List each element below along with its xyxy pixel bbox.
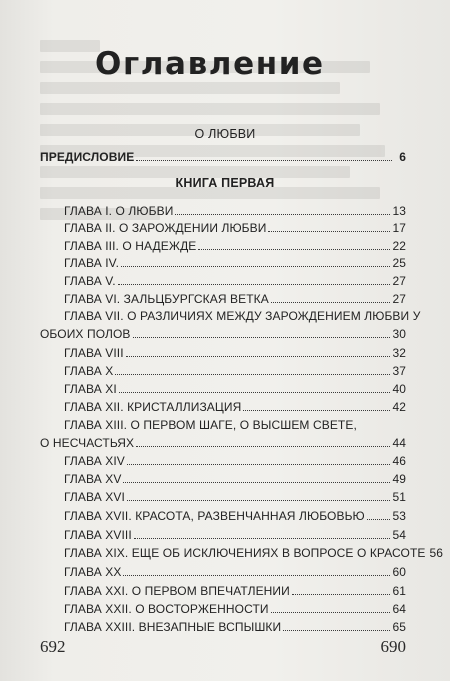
toc-entry-page: 65: [392, 620, 406, 634]
toc-entry[interactable]: [64, 221, 406, 235]
toc-entry[interactable]: [64, 472, 406, 486]
toc-entry-title-line2: О НЕСЧАСТЬЯХ: [40, 436, 135, 450]
dot-leader: [243, 409, 390, 411]
toc-entry-title: ГЛАВА VIII: [64, 346, 124, 360]
dot-leader: [367, 518, 391, 520]
dot-leader: [119, 391, 391, 393]
toc-entry[interactable]: [64, 256, 406, 270]
page-title: Оглавление: [95, 46, 325, 82]
toc-entry-title: ГЛАВА XIX. ЕЩЕ ОБ ИСКЛЮЧЕНИЯХ В ВОПРОСЕ О КРАСОТЕ: [64, 546, 426, 560]
dot-leader: [175, 213, 390, 215]
toc-entry[interactable]: [64, 528, 406, 542]
dot-leader: [123, 574, 390, 576]
toc-entry-title: ГЛАВА XXI. О ПЕРВОМ ВПЕЧАТЛЕНИИ: [64, 584, 290, 598]
toc-entry-title: ГЛАВА XXII. О ВОСТОРЖЕННОСТИ: [64, 602, 269, 616]
toc-entry[interactable]: [64, 346, 406, 360]
dot-leader: [121, 265, 390, 267]
toc-entry[interactable]: [64, 546, 444, 560]
dot-leader: [271, 301, 391, 303]
toc-entry-title: ГЛАВА IV.: [64, 256, 120, 270]
toc-entry-page: 37: [392, 364, 406, 378]
toc-entry-page: 6: [399, 150, 406, 164]
dot-leader: [127, 463, 391, 465]
toc-entry[interactable]: [64, 454, 406, 468]
part-heading: О ЛЮБВИ: [194, 127, 256, 141]
toc-entry-title: ГЛАВА VI. ЗАЛЬЦБУРГСКАЯ ВЕТКА: [64, 292, 269, 306]
toc-entry-page: 13: [392, 204, 406, 218]
toc-entry[interactable]: [64, 204, 406, 218]
toc-entry[interactable]: [64, 274, 406, 288]
toc-entry[interactable]: [40, 327, 406, 341]
dot-leader: [198, 248, 390, 250]
toc-entry[interactable]: [64, 602, 406, 616]
toc-entry-page: 56: [429, 546, 444, 560]
toc-entry-page: 44: [392, 436, 406, 450]
toc-entry-page: 46: [392, 454, 406, 468]
dot-leader: [283, 629, 390, 631]
toc-entry-title: ГЛАВА I. О ЛЮБВИ: [64, 204, 174, 218]
toc-entry-title-line2: ОБОИХ ПОЛОВ: [40, 327, 131, 341]
toc-entry[interactable]: [64, 509, 406, 523]
right-page-number: 690: [380, 637, 406, 656]
dot-leader: [134, 537, 391, 539]
toc-entry-title: ГЛАВА XVIII: [64, 528, 132, 542]
toc-entry-title: ГЛАВА XX: [64, 565, 122, 579]
toc-entry[interactable]: [64, 620, 406, 634]
toc-entry[interactable]: [64, 400, 406, 414]
toc-entry[interactable]: [64, 584, 406, 598]
toc-entry-title: ГЛАВА XVII. КРАСОТА, РАЗВЕНЧАННАЯ ЛЮБОВЬЮ: [64, 509, 365, 523]
dot-leader: [126, 355, 391, 357]
dot-leader: [271, 611, 391, 613]
toc-entry[interactable]: [64, 292, 406, 306]
toc-entry-title: ГЛАВА XIV: [64, 454, 125, 468]
toc-entry[interactable]: [64, 382, 406, 396]
toc-entry-title: ГЛАВА III. О НАДЕЖДЕ: [64, 239, 197, 253]
toc-entry-page: 30: [392, 327, 406, 341]
dot-leader: [123, 481, 390, 483]
dot-leader: [115, 373, 390, 375]
toc-entry-page: 42: [392, 400, 406, 414]
toc-entry-page: 22: [392, 239, 406, 253]
toc-entry-page: 54: [392, 528, 406, 542]
toc-entry-preface[interactable]: [40, 150, 406, 164]
toc-entry-title: ГЛАВА V.: [64, 274, 116, 288]
toc-entry-page: 17: [392, 221, 406, 235]
toc-entry-page: 40: [392, 382, 406, 396]
dot-leader: [133, 336, 391, 338]
toc-entry-page: 60: [392, 565, 406, 579]
toc-entry[interactable]: [64, 565, 406, 579]
book-heading: КНИГА ПЕРВАЯ: [175, 176, 275, 190]
dot-leader: [292, 593, 391, 595]
dot-leader: [127, 499, 391, 501]
toc-entry-title-line1[interactable]: ГЛАВА VII. О РАЗЛИЧИЯХ МЕЖДУ ЗАРОЖДЕНИЕМ ЛЮБВИ У: [64, 309, 421, 323]
toc-entry[interactable]: [64, 364, 406, 378]
toc-entry-title: ГЛАВА XI: [64, 382, 117, 396]
toc-entry-title: ПРЕДИСЛОВИЕ: [40, 150, 135, 164]
toc-entry-title: ГЛАВА XV: [64, 472, 122, 486]
toc-entry-title: ГЛАВА X: [64, 364, 114, 378]
toc-entry-page: 53: [392, 509, 406, 523]
dot-leader: [118, 283, 391, 285]
toc-entry[interactable]: [64, 239, 406, 253]
dot-leader: [136, 159, 392, 161]
toc-entry-title: ГЛАВА XII. КРИСТАЛЛИЗАЦИЯ: [64, 400, 242, 414]
toc-entry-page: 27: [392, 292, 406, 306]
toc-entry-title: ГЛАВА XXIII. ВНЕЗАПНЫЕ ВСПЫШКИ: [64, 620, 282, 634]
toc-entry-page: 49: [392, 472, 406, 486]
toc-entry-title-line1[interactable]: ГЛАВА XIII. О ПЕРВОМ ШАГЕ, О ВЫСШЕМ СВЕТЕ,: [64, 418, 357, 432]
toc-entry-page: 27: [392, 274, 406, 288]
toc-entry-title: ГЛАВА XVI: [64, 490, 125, 504]
toc-entry-page: 61: [392, 584, 406, 598]
toc-entry-page: 25: [392, 256, 406, 270]
toc-entry[interactable]: [64, 490, 406, 504]
toc-entry[interactable]: [40, 436, 406, 450]
dot-leader: [268, 230, 390, 232]
toc-entry-page: 51: [392, 490, 406, 504]
dot-leader: [136, 445, 390, 447]
toc-entry-title: ГЛАВА II. О ЗАРОЖДЕНИИ ЛЮБВИ: [64, 221, 267, 235]
toc-entry-page: 32: [392, 346, 406, 360]
left-page-number: 692: [40, 637, 66, 656]
toc-entry-page: 64: [392, 602, 406, 616]
